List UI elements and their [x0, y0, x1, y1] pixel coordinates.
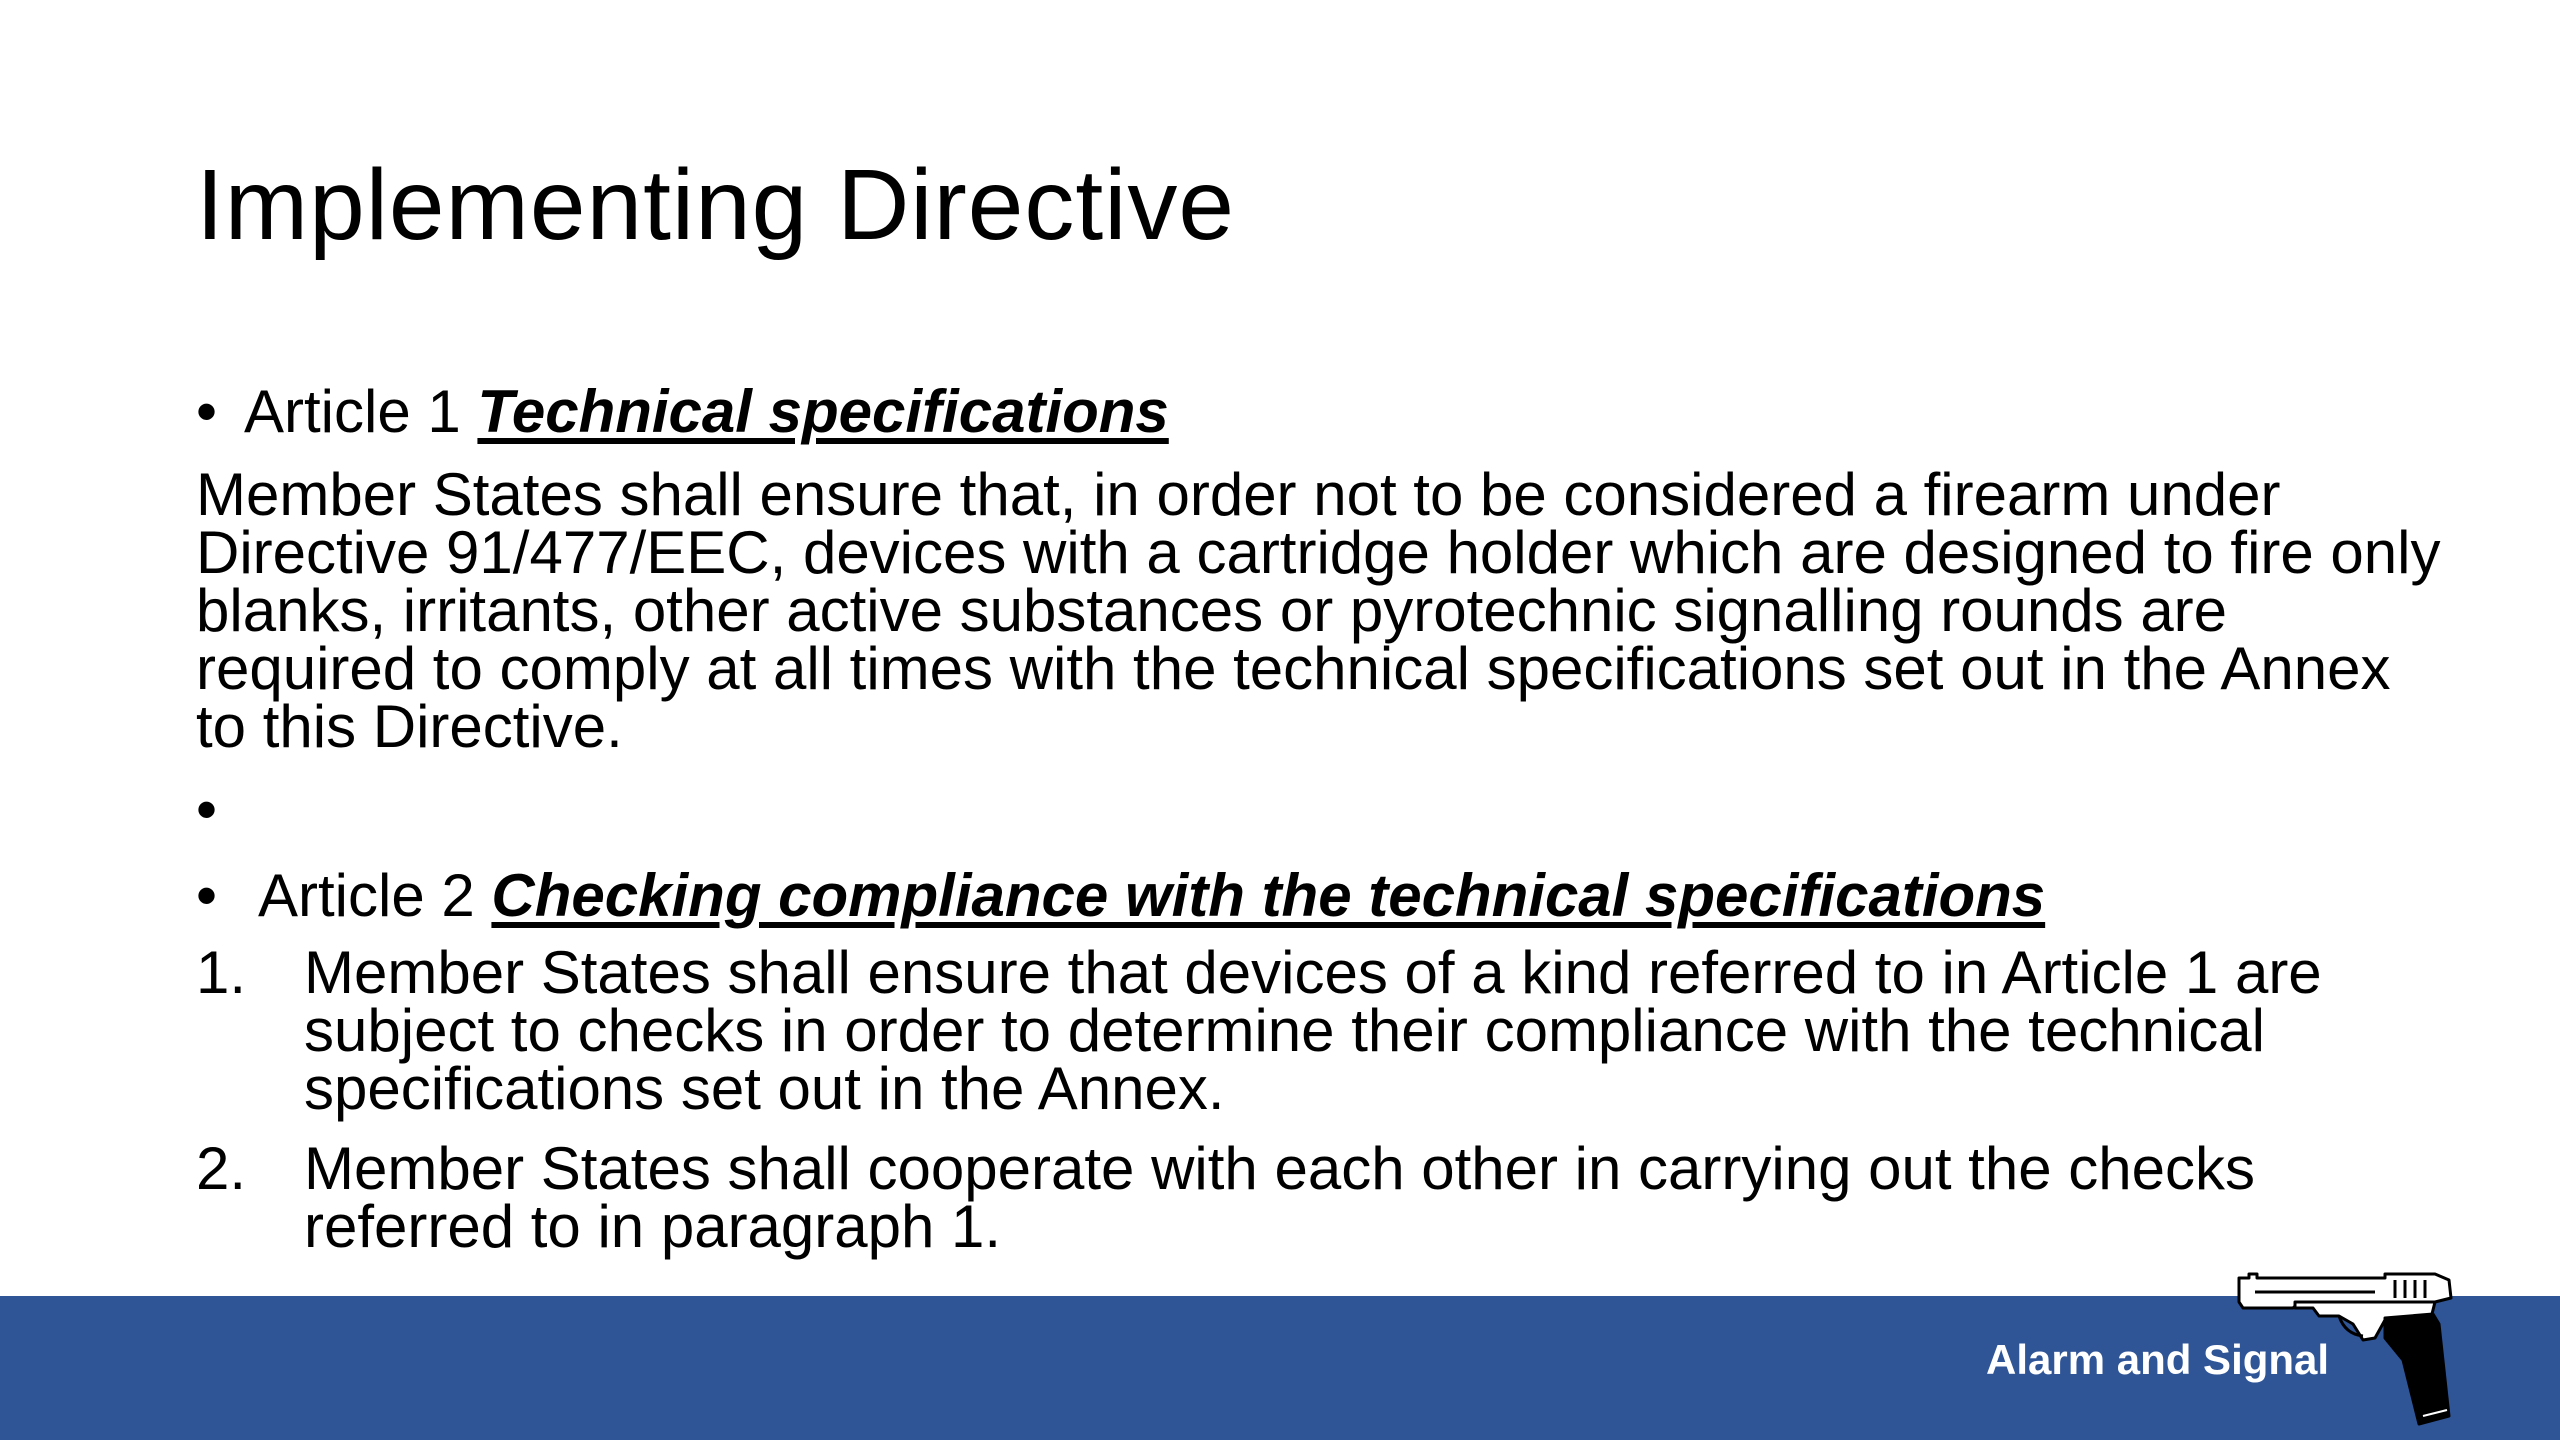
article-1-title: Technical specifications: [477, 378, 1169, 445]
slide-title: Implementing Directive: [196, 149, 1236, 261]
article-2-label: Article 2: [258, 862, 492, 929]
empty-bullet: [196, 778, 2456, 842]
article-2-list: [196, 939, 2456, 1260]
bullet-marker: •: [196, 862, 218, 929]
list-item-number: 1.: [196, 939, 247, 1006]
pistol-icon: [2235, 1268, 2460, 1428]
list-item: [196, 1135, 2456, 1260]
article-1-heading: [196, 380, 2456, 444]
article-1-body: Member States shall ensure that, in order not to be considered a firearm under Directive 91/477/EEC, devices with a cartridge holder which are designed to fire only blanks, irritants, other active substances or pyrotechnic signalling rounds are required to comply at all times with the technical specifications set out in the Annex to this Directive.: [196, 461, 2441, 760]
list-item-text: Member States shall cooperate with each other in carrying out the checks referred to in paragraph 1.: [304, 1135, 2255, 1260]
bullet-marker: •: [196, 776, 218, 843]
article-2-title: Checking compliance with the technical specifications: [491, 862, 2046, 929]
list-item-number: 2.: [196, 1135, 247, 1202]
bullet-marker: •: [196, 378, 218, 445]
article-2-heading: [196, 864, 2456, 928]
list-item-text: Member States shall ensure that devices of a kind referred to in Article 1 are subject to checks in order to determine their compliance with the technical specifications set out in the Annex.: [304, 939, 2322, 1122]
article-1-label: Article 1: [244, 378, 478, 445]
list-item: [196, 939, 2456, 1122]
slide-content: [196, 380, 2456, 1278]
footer-label: Alarm and Signal: [1986, 1336, 2330, 1383]
